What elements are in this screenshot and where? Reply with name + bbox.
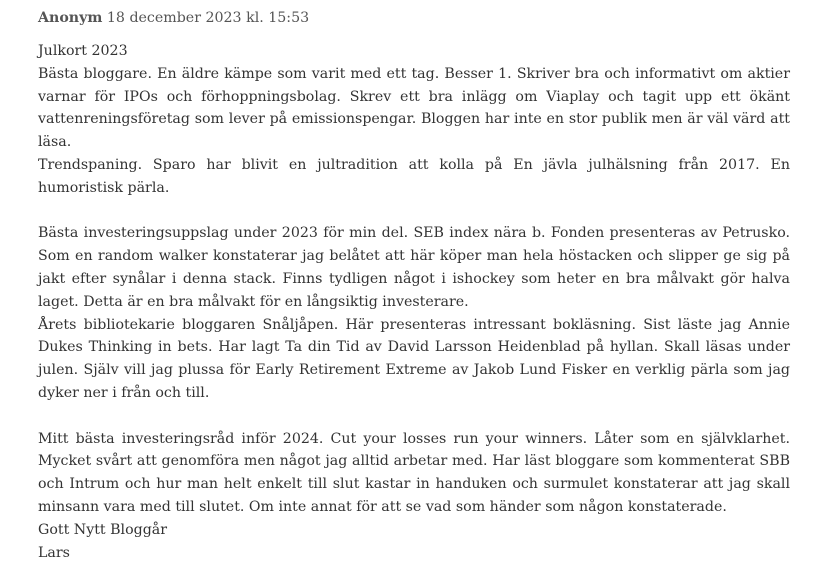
- comment-signoff: Gott Nytt Bloggår: [38, 521, 168, 538]
- comment-blank-line: [38, 405, 790, 428]
- comment-paragraph: Mitt bästa investeringsråd inför 2024. Cut your losses run your winners. Låter som en självklarhet. Mycket svårt att genomföra men något jag alltid arbetar med. Har läst bloggare som kommenterat SBB och Intrum och hur man helt enkelt till slut kastar in handuken och surmulet konstaterar att jag skall minsann vara med till slutet. Om inte annat för att se vad som händer som någon konstaterade.: [38, 430, 790, 515]
- comment: [38, 6, 790, 564]
- comment-blank-line: [38, 200, 790, 223]
- comment-meta: [38, 6, 790, 30]
- comment-signature: Lars: [38, 544, 70, 561]
- comment-author[interactable]: Anonym: [38, 10, 103, 26]
- comment-paragraph: Julkort 2023: [38, 43, 128, 59]
- comment-paragraph: Trendspaning. Sparo har blivit en jultradition att kolla på En jävla julhälsning från 2017. En humoristisk pärla.: [38, 156, 790, 196]
- comment-timestamp[interactable]: 18 december 2023 kl. 15:53: [106, 10, 310, 26]
- comment-body: [38, 40, 790, 564]
- comment-paragraph: Bästa investeringsuppslag under 2023 för min del. SEB index nära b. Fonden presenteras av Petrusko. Som en random walker konstaterar jag belåtet att här köper man hela höstacken och slipper ge sig på jakt efter synålar i denna stack. Finns tydligen något i ishockey som heter en bra målvakt gör halva laget. Detta är en bra målvakt för en långsiktig investerare.: [38, 225, 790, 310]
- comment-paragraph: Bästa bloggare. En äldre kämpe som varit med ett tag. Besser 1. Skriver bra och informativt om aktier varnar för IPOs och förhoppningsbolag. Skrev ett bra inlägg om Viaplay och tagit upp ett ökänt vattenreningsföretag som lever på emissionspengar. Bloggen har inte en stor publik men är väl värd att läsa.: [38, 65, 790, 151]
- comment-paragraph: Årets bibliotekarie bloggaren Snåljåpen. Här presenteras intressant bokläsning. Sist läste jag Annie Dukes Thinking in bets. Har lagt Ta din Tid av David Larsson Heidenblad på hyllan. Skall läsas under julen. Själv vill jag plussa för Early Retirement Extreme av Jakob Lund Fisker en verklig pärla som jag dyker ner i från och till.: [38, 316, 790, 401]
